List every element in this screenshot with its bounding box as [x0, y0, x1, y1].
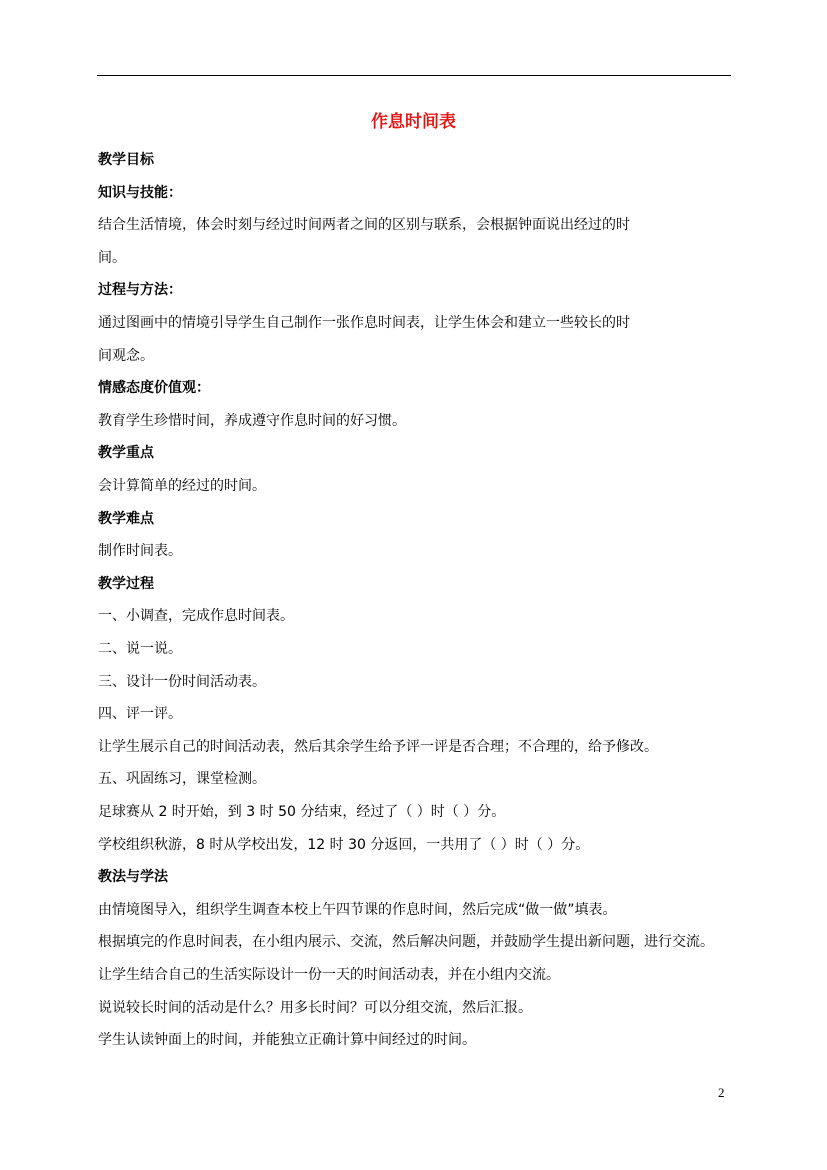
paragraph-line: 学生认读钟面上的时间，并能独立正确计算中间经过的时间。: [98, 1032, 476, 1049]
paragraph-line: 由情境图导入，组织学生调查本校上午四节课的作息时间，然后完成“做一做”填表。: [98, 901, 617, 918]
section-heading: 教法与学法: [98, 869, 168, 886]
paragraph-line: 制作时间表。: [98, 543, 182, 560]
section-heading: 情感态度价值观：: [98, 380, 210, 397]
paragraph-line: 让学生结合自己的生活实际设计一份一天的时间活动表，并在小组内交流。: [98, 967, 560, 983]
section-heading: 教学目标: [98, 152, 154, 168]
section-heading: 教学难点: [98, 510, 154, 527]
paragraph-line: 说说较长时间的活动是什么？用多长时间？可以分组交流，然后汇报。: [98, 999, 532, 1016]
paragraph-line: 教育学生珍惜时间，养成遵守作息时间的好习惯。: [98, 412, 406, 429]
paragraph-line: 四、评一评。: [98, 706, 182, 723]
paragraph-line: 通过图画中的情境引导学生自己制作一张作息时间表，让学生体会和建立一些较长的时: [98, 315, 630, 331]
paragraph-line: 三、设计一份时间活动表。: [98, 673, 266, 690]
page-title: 作息时间表: [371, 112, 456, 132]
paragraph-line: 结合生活情境，体会时刻与经过时间两者之间的区别与联系，会根据钟面说出经过的时: [98, 217, 630, 234]
paragraph-line: 会计算简单的经过的时间。: [98, 478, 266, 494]
section-heading: 教学过程: [98, 575, 154, 592]
section-heading: 过程与方法：: [98, 282, 182, 299]
paragraph-line: 间。: [98, 249, 126, 266]
paragraph-line: 一、小调查，完成作息时间表。: [98, 608, 294, 625]
page-number: 2: [718, 1085, 725, 1100]
paragraph-line: 五、巩固练习，课堂检测。: [98, 771, 266, 788]
paragraph-line: 间观念。: [98, 347, 154, 364]
header-rule: [97, 75, 731, 76]
paragraph-line: 根据填完的作息时间表，在小组内展示、交流，然后解决问题，并鼓励学生提出新问题，进行交流。: [98, 934, 714, 951]
paragraph-line: 二、说一说。: [98, 641, 182, 657]
paragraph-line: 学校组织秋游，8 时从学校出发，12 时 30 分返回，一共用了（ ）时（ ）分。: [98, 836, 590, 853]
paragraph-line: 足球赛从 2 时开始，到 3 时 50 分结束，经过了（ ）时（ ）分。: [98, 804, 506, 820]
paragraph-line: 让学生展示自己的时间活动表，然后其余学生给予评一评是否合理；不合理的，给予修改。: [98, 738, 658, 755]
section-heading: 知识与技能：: [98, 184, 182, 201]
section-heading: 教学重点: [98, 445, 154, 462]
